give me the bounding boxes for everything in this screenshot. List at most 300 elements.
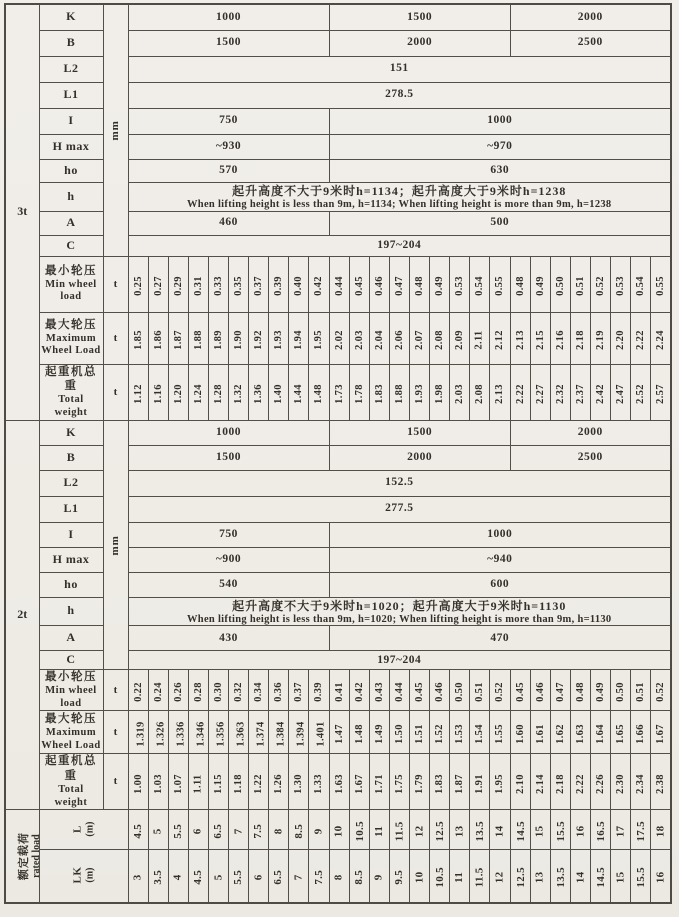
span-value-cell [289,810,309,850]
span-value-cell [651,850,671,903]
load-row-label [39,364,103,420]
value-cell [349,711,369,754]
value-cell [148,711,168,754]
param-name: I [39,108,103,134]
span-value-text: 7.5 [252,823,265,839]
span-value-cell [490,850,510,903]
unit-t-cell: t [103,670,128,711]
value-cell [550,312,570,364]
value-cell [128,711,148,754]
value-text: 1.336 [175,721,187,747]
span-value-text: 4 [171,874,184,881]
value-text: 0.47 [393,276,405,296]
span-value-text: 15.5 [635,866,648,888]
param-value-cell: 1500 [329,4,510,30]
value-cell [188,312,208,364]
value-text: 0.45 [353,276,365,296]
value-text: 0.44 [393,682,405,702]
param-name: I [39,522,103,547]
value-cell [591,364,611,420]
value-text: 1.48 [353,724,365,744]
load-row-label-en: Wheel Load [41,345,101,357]
span-value-text: 4.5 [131,823,144,839]
value-cell [128,256,148,312]
param-value-cell: 2500 [510,30,671,56]
value-cell [570,754,590,810]
value-cell [651,711,671,754]
value-cell [570,670,590,711]
value-text: 1.50 [393,724,405,744]
value-cell [188,256,208,312]
param-value-cell: 750 [128,522,329,547]
value-cell [651,754,671,810]
span-value-text: 13.5 [474,820,487,842]
span-value-cell [591,850,611,903]
value-cell [591,711,611,754]
value-text: 1.87 [454,773,466,794]
span-value-text: 16 [654,871,667,883]
span-value-cell [631,850,651,903]
value-text: 0.48 [574,682,586,702]
value-text: 0.48 [514,276,526,296]
value-text: 1.62 [554,724,566,744]
value-text: 1.33 [313,773,325,794]
value-cell [148,670,168,711]
span-value-cell [450,850,470,903]
param-name: C [39,651,103,670]
span-value-text: 14 [574,871,587,883]
value-text: 1.49 [373,724,385,744]
value-cell [249,312,269,364]
span-value-text: 5 [212,874,225,881]
load-row-label-zh: 最大轮压 [45,713,97,726]
value-text: 1.67 [353,773,365,794]
value-text: 0.45 [514,682,526,702]
value-cell [410,364,430,420]
param-name: L2 [39,470,103,496]
value-cell [389,364,409,420]
param-value-cell: 1500 [128,30,329,56]
value-text: 2.09 [454,330,466,350]
span-value-cell [148,810,168,850]
value-cell [229,312,249,364]
value-cell [249,670,269,711]
value-cell [430,312,450,364]
span-value-cell [550,810,570,850]
span-value-cell [309,810,329,850]
value-cell [369,312,389,364]
value-cell [128,312,148,364]
value-text: 0.49 [433,276,445,296]
param-value-cell: 151 [128,56,671,82]
param-name: B [39,30,103,56]
value-cell [430,754,450,810]
lifting-height-note-en: When lifting height is less than 9m, h=1020; When lifting height is more than 9m, h=1130 [187,613,612,625]
value-text: 1.47 [333,724,345,744]
span-value-cell [128,810,148,850]
value-text: 0.55 [655,276,667,296]
value-cell [550,711,570,754]
span-value-text: 3.5 [151,869,164,885]
span-value-text: 13 [453,825,466,837]
value-text: 2.22 [514,384,526,404]
value-text: 1.53 [454,724,466,744]
value-cell [309,256,329,312]
param-value-cell: 1000 [329,108,671,134]
value-text: 0.49 [534,276,546,296]
value-text: 1.75 [393,773,405,794]
value-text: 2.26 [594,773,606,794]
span-value-text: 4.5 [192,869,205,885]
param-value-cell [128,597,671,626]
value-text: 2.19 [594,330,606,350]
span-value-cell [369,850,389,903]
value-cell [229,364,249,420]
value-text: 1.92 [252,330,264,350]
value-text: 0.46 [373,276,385,296]
param-value-cell: 2000 [329,30,510,56]
value-text: 0.32 [232,682,244,702]
value-cell [369,256,389,312]
unit-t-cell: t [103,754,128,810]
value-text: 0.51 [574,276,586,296]
value-cell [349,754,369,810]
span-row-name: LK [71,866,84,884]
value-cell [229,754,249,810]
value-cell [510,312,530,364]
value-cell [611,364,631,420]
span-value-cell [349,850,369,903]
param-value-cell: 197~204 [128,651,671,670]
value-text: 1.319 [135,721,147,747]
value-cell [269,364,289,420]
span-value-cell [570,810,590,850]
value-text: 2.10 [514,773,526,794]
rated-load-label [5,810,42,903]
value-text: 0.53 [454,276,466,296]
span-value-text: 7 [232,828,245,834]
span-value-text: 10 [413,871,426,883]
value-cell [249,711,269,754]
value-text: 1.28 [212,384,224,404]
span-value-cell [329,850,349,903]
value-cell [651,312,671,364]
span-value-cell [510,810,530,850]
span-value-cell [168,810,188,850]
value-cell [510,670,530,711]
load-row-label-zh: 最小轮压 [45,671,97,684]
span-value-cell [329,810,349,850]
span-value-cell [410,850,430,903]
param-value-cell: 2500 [510,445,671,470]
value-cell [611,711,631,754]
value-cell [591,256,611,312]
value-text: 1.88 [393,384,405,404]
value-cell [289,364,309,420]
span-value-cell [269,850,289,903]
span-value-text: 12 [493,871,506,883]
value-text: 1.24 [192,384,204,404]
value-cell [470,754,490,810]
span-value-cell [530,810,550,850]
value-cell [611,670,631,711]
param-name: ho [39,159,103,182]
value-text: 2.38 [655,773,667,794]
param-name: H max [39,134,103,159]
value-text: 2.08 [433,330,445,350]
value-text: 0.47 [554,682,566,702]
value-cell [631,670,651,711]
value-cell [168,670,188,711]
value-cell [530,312,550,364]
value-cell [570,312,590,364]
value-cell [389,256,409,312]
span-value-cell [410,810,430,850]
span-row-label-text [71,867,95,884]
value-text: 2.22 [634,330,646,350]
value-cell [631,256,651,312]
value-cell [550,670,570,711]
span-value-text: 10.5 [353,820,366,842]
param-value-cell: 630 [329,159,671,182]
value-cell [450,256,470,312]
param-value-cell: 430 [128,626,329,651]
value-cell [269,312,289,364]
value-text: 1.61 [534,724,546,744]
value-text: 1.22 [252,773,264,794]
span-value-cell [570,850,590,903]
span-value-text: 13.5 [554,866,567,888]
value-cell [309,670,329,711]
value-text: 1.48 [313,384,325,404]
value-text: 2.42 [594,384,606,404]
value-cell [369,711,389,754]
value-cell [591,670,611,711]
span-value-text: 6.5 [212,823,225,839]
span-value-text: 15 [533,825,546,837]
value-cell [530,256,550,312]
value-text: 1.326 [155,721,167,747]
value-text: 1.374 [255,721,267,747]
value-cell [530,754,550,810]
span-value-cell [591,810,611,850]
value-cell [309,711,329,754]
value-cell [329,364,349,420]
value-cell [470,364,490,420]
param-value-cell: 2000 [510,4,671,30]
param-name: h [39,597,103,626]
value-cell [510,256,530,312]
unit-mm-label: mm [109,120,122,141]
param-value-cell: 570 [128,159,329,182]
param-name: ho [39,572,103,597]
value-cell [309,364,329,420]
value-text: 0.30 [212,682,224,702]
span-value-text: 16 [574,825,587,837]
span-row-label-LK [39,850,128,903]
value-text: 1.384 [275,721,287,747]
param-value-cell: 500 [329,211,671,235]
value-text: 2.08 [474,384,486,404]
span-value-cell [651,810,671,850]
value-cell [490,364,510,420]
param-value-cell: ~940 [329,547,671,572]
param-name: L1 [39,496,103,522]
value-text: 2.12 [494,330,506,350]
value-text: 1.63 [574,724,586,744]
value-text: 1.83 [373,384,385,404]
value-text: 0.51 [634,682,646,702]
span-value-text: 10 [332,825,345,837]
span-value-text: 8.5 [292,823,305,839]
param-name: A [39,626,103,651]
load-row-label-en: Total [58,784,84,796]
span-value-text: 18 [654,825,667,837]
value-text: 1.30 [293,773,305,794]
value-text: 1.71 [373,773,385,794]
value-cell [450,312,470,364]
value-text: 0.37 [293,682,305,702]
value-cell [349,364,369,420]
load-row-label-en: load [60,697,82,709]
value-text: 0.43 [373,682,385,702]
value-cell [450,754,470,810]
param-value-cell: 460 [128,211,329,235]
span-value-text: 14 [493,825,506,837]
value-cell [430,364,450,420]
value-text: 2.24 [655,330,667,350]
value-text: 0.28 [192,682,204,702]
value-text: 1.00 [132,773,144,794]
value-text: 0.54 [474,276,486,296]
span-value-text: 9 [373,874,386,881]
value-text: 2.13 [514,330,526,350]
value-text: 1.87 [172,330,184,350]
span-value-cell [128,850,148,903]
span-value-text: 12.5 [434,820,447,842]
value-cell [530,364,550,420]
value-cell [269,754,289,810]
span-value-text: 11.5 [473,867,486,888]
value-text: 0.54 [634,276,646,296]
value-text: 1.93 [273,330,285,350]
value-text: 1.73 [333,384,345,404]
value-cell [269,670,289,711]
value-text: 0.49 [594,682,606,702]
value-cell [570,256,590,312]
value-text: 1.36 [252,384,264,404]
load-row-label [39,256,103,312]
value-text: 0.48 [413,276,425,296]
value-cell [591,312,611,364]
value-cell [148,256,168,312]
span-value-cell [450,810,470,850]
span-value-text: 13 [533,871,546,883]
value-cell [611,256,631,312]
value-text: 1.07 [172,773,184,794]
value-cell [309,312,329,364]
value-cell [269,711,289,754]
value-text: 2.16 [554,330,566,350]
value-text: 1.44 [293,384,305,404]
value-cell [490,711,510,754]
value-text: 0.27 [152,276,164,296]
value-text: 2.07 [413,330,425,350]
value-cell [490,754,510,810]
span-value-cell [389,850,409,903]
value-text: 0.53 [614,276,626,296]
value-text: 2.18 [574,330,586,350]
span-value-text: 5 [151,828,164,834]
value-cell [168,711,188,754]
span-value-cell [490,810,510,850]
load-row-label-en: Maximum [45,727,97,739]
param-name: H max [39,547,103,572]
lifting-height-note-zh: 起升高度不大于9米时h=1020；起升高度大于9米时h=1130 [232,598,567,613]
value-cell [229,711,249,754]
value-cell [530,711,550,754]
value-cell [631,312,651,364]
unit-t-cell: t [103,312,128,364]
value-cell [208,754,228,810]
value-text: 2.03 [353,330,365,350]
value-text: 1.03 [152,773,164,794]
unit-t-cell: t [103,711,128,754]
value-text: 0.39 [273,276,285,296]
load-row-label-zh: 起重机总重 [45,365,97,393]
param-name: A [39,211,103,235]
value-text: 1.60 [514,724,526,744]
crane-spec-table [4,3,672,904]
value-cell [329,670,349,711]
unit-t-cell: t [103,256,128,312]
rated-load-zh: 额定载荷 [17,831,30,880]
value-cell [570,711,590,754]
span-value-text: 17.5 [635,820,648,842]
value-cell [289,711,309,754]
value-cell [148,754,168,810]
unit-mm-cell [103,4,128,256]
value-text: 0.29 [172,276,184,296]
value-text: 2.37 [574,384,586,404]
value-text: 2.57 [655,384,667,404]
value-text: 0.46 [534,682,546,702]
value-cell [631,754,651,810]
load-row-label [39,754,103,810]
value-cell [410,670,430,711]
span-value-cell [188,850,208,903]
value-text: 1.95 [313,330,325,350]
value-text: 2.02 [333,330,345,350]
value-text: 1.66 [634,724,646,744]
param-name: h [39,182,103,211]
value-text: 1.394 [295,721,307,747]
value-cell [188,754,208,810]
value-cell [329,754,349,810]
value-text: 1.26 [273,773,285,794]
value-cell [550,364,570,420]
value-text: 1.346 [195,721,207,747]
value-text: 1.54 [474,724,486,744]
value-text: 1.67 [655,724,667,744]
value-cell [249,256,269,312]
value-cell [430,711,450,754]
value-cell [389,670,409,711]
value-cell [229,670,249,711]
value-text: 1.93 [413,384,425,404]
unit-mm-cell [103,420,128,670]
param-value-cell: 2000 [329,445,510,470]
